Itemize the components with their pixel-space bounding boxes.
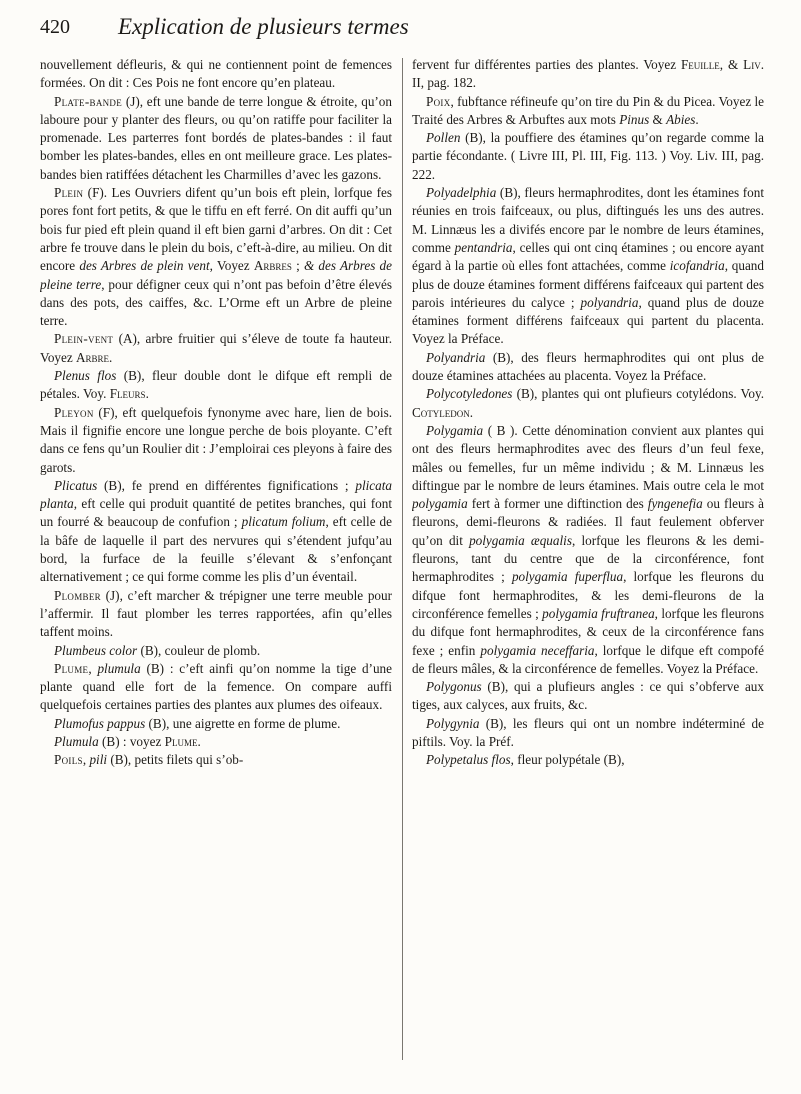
entry-headword: Plein <box>54 185 84 201</box>
dictionary-entry <box>40 477 392 587</box>
latin-term: Plenus flos <box>54 368 117 384</box>
entry-text: (F), eft quelquefois fynonyme avec hare, lien de bois. Mais il fignifie encore une longue perche de bois ployante. C’eft dans ce fens qu’un Roulier dit : J’emploirai ces pleyons à faire des garots. <box>40 404 392 475</box>
entry-text: . <box>145 386 149 402</box>
latin-term: Polyandria <box>426 349 486 365</box>
entry-text: (A), arbre fruitier qui s’éleve de toute fa hauteur. Voyez <box>40 331 392 365</box>
cross-reference: Liv <box>743 57 761 72</box>
entry-text: (B), une aigrette en forme de plume. <box>145 715 341 731</box>
latin-term: icofandria <box>669 258 725 274</box>
latin-term: polygamia æqualis <box>469 532 572 548</box>
latin-term: Polypetalus flos <box>426 752 511 768</box>
cross-reference: Fleurs <box>109 386 146 402</box>
entry-text: , eft celle de la bâfe de laquelle il part des nervures qui s’étendent jufqu’au bord, la furface de la feuille s’élevant & s’enfonçant alternativement ; ce qui forme comme les plis d’un éventail. <box>40 514 392 585</box>
latin-term: des Arbres de plein vent <box>79 258 210 274</box>
entry-text: . <box>109 349 113 365</box>
latin-term: plicata planta <box>40 477 392 512</box>
dictionary-entry <box>412 184 764 349</box>
running-title: Explication de plusieurs termes <box>118 14 409 39</box>
latin-term: Abies <box>666 111 696 127</box>
entry-text: (B), fleur double dont le difque eft rempli de pétales. Voy. <box>40 368 392 402</box>
entry-text: , eft celle qui produit quantité de petites branches, qui font un fourré & beaucoup de confufion ; <box>40 496 392 530</box>
entry-text: (B), fleurs hermaphrodites, dont les étamines font réunies en trois faifceaux, ou plus, diftingués les uns des autres. M. Linnæus les a divifés encore par le nombre de leurs étamines, comme <box>412 185 764 255</box>
entry-text: . <box>197 733 201 749</box>
latin-term: polyandria <box>580 294 639 310</box>
entry-text: , & <box>719 57 744 72</box>
latin-term: Polycotyledones <box>426 386 513 402</box>
latin-term: pili <box>89 752 108 768</box>
entry-text: . II, pag. 182. <box>412 57 764 91</box>
latin-term: Polygynia <box>426 715 480 731</box>
entry-text: . <box>469 404 474 420</box>
entry-text: , celles qui ont cinq étamines ; ou encore ayant égard à la partie où elles font attachées, comme <box>412 239 764 274</box>
right-column <box>412 56 764 1086</box>
dictionary-entry <box>40 184 392 330</box>
dictionary-entry <box>40 587 392 642</box>
entry-text: , lorfque le difque eft compofé de fleurs mâles, & la circonférence de femelles. Voyez la Préface. <box>412 642 764 676</box>
column-divider <box>402 58 403 1060</box>
page-header <box>40 14 780 48</box>
entry-text: (F). Les Ouvriers difent qu’un bois eft plein, lorfque fes pores font fort petits, & que le tiffu en eft ferré. On dit auffi qu’un bois fur pied eft plein quand il eft bien garni d’arbres. On dit : Cet arbre fe trouve dans le plein du bois, c’eft-à-dire, au milieu. On dit encore <box>40 185 392 274</box>
dictionary-entry <box>40 642 392 660</box>
dictionary-entry <box>40 660 392 715</box>
dictionary-entry <box>40 367 392 404</box>
entry-text: (B) : voyez <box>98 733 165 749</box>
latin-term: Plumbeus color <box>54 642 138 658</box>
entry-text: fervent fur différentes parties des plantes. Voyez <box>412 57 681 72</box>
dictionary-entry <box>40 93 392 184</box>
latin-term: Pinus <box>619 111 650 127</box>
left-column <box>40 56 392 1086</box>
entry-text: , quand plus de douze étamines forment différens faifceaux qui partent des parois intérieures du calyce ; <box>412 258 764 310</box>
entry-text: , lorfque les fleurons du difque font hermaphrodites, & ceux de la circonférence fans fexe ; enfin <box>412 605 764 658</box>
cross-reference: Arbres <box>253 258 292 274</box>
cross-reference: Plume <box>164 733 198 749</box>
entry-text: (B), les fleurs qui ont un nombre indéterminé de piftils. Voy. la Préf. <box>412 715 764 749</box>
dictionary-entry <box>412 349 764 386</box>
latin-term: polygamia <box>412 496 468 512</box>
entry-text: ; <box>291 258 304 274</box>
entry-text: , pour défigner ceux qui n’ont pas befoin d’être élevés dans des pots, des caiffes, &c. L’Orme eft un Arbre de pleine terre. <box>40 276 392 329</box>
dictionary-entry <box>40 733 392 751</box>
dictionary-entry <box>40 330 392 367</box>
entry-text: (B), qui a plufieurs angles : ce qui s’obferve aux tiges, aux calyces, aux fruits, &c. <box>412 679 764 713</box>
latin-term: plumula <box>97 660 141 676</box>
dictionary-entry <box>40 751 392 769</box>
entry-text: & <box>649 111 667 127</box>
cross-reference: Cotyledon <box>412 404 470 420</box>
latin-term: Pollen <box>426 130 461 146</box>
dictionary-entry <box>412 56 764 93</box>
entry-text: (B), fe prend en différentes fignifications ; <box>97 477 356 493</box>
dictionary-entry <box>412 385 764 422</box>
latin-term: & des Arbres de pleine terre <box>40 258 392 292</box>
latin-term: Plumofus pappus <box>54 715 146 731</box>
dictionary-entry <box>40 715 392 733</box>
entry-headword: Plein-vent <box>54 331 114 347</box>
entry-text: , Voyez <box>209 258 254 274</box>
entry-headword: Poix <box>426 93 451 109</box>
latin-term: Plicatus <box>54 477 98 493</box>
entry-headword: Plomber <box>54 587 101 603</box>
entry-text: , lorfque les fleurons & les demi-fleurons, tant du centre que de la circonférence, font hermaphrodites ; <box>412 532 764 585</box>
latin-term: Plumula <box>54 733 99 749</box>
entry-text: , <box>88 660 98 676</box>
entry-text: nouvellement défleuris, & qui ne contiennent point de femences formées. On dit : Ces Pois ne font encore qu’en plateau. <box>40 57 392 91</box>
entry-text: , <box>82 752 90 768</box>
latin-term: plicatum folium <box>241 514 326 530</box>
latin-term: fyngenefia <box>647 496 703 512</box>
page-number: 420 <box>40 16 70 38</box>
dictionary-entry <box>40 56 392 93</box>
entry-text: , fubftance réfineufe qu’on tire du Pin & du Picea. Voyez le Traité des Arbres & Arbuftes aux mots <box>412 93 764 127</box>
latin-term: polygamia neceffaria <box>480 642 595 658</box>
entry-text: , lorfque les fleurons du difque font hermaphrodites, & les demi-fleurons de la circonférence femelles ; <box>412 569 764 621</box>
cross-reference: Arbre <box>76 349 110 365</box>
entry-text: (J), eft une bande de terre longue & étroite, qu’on laboure pour y planter des fleurs, ou qu’on ratiffe pour faciliter la promenade. Les parterres font bordés de plates-bandes : il faut bomber les plates-bandes, elles en ont meilleure grace. Les plates-bandes bien ratiffées détachent les Charmilles d’avec les gazons. <box>40 93 392 182</box>
latin-term: pentandria <box>454 239 513 255</box>
entry-text: (J), c’eft marcher & trépigner une terre meuble pour l’affermir. Il faut plomber les terres rapportées, afin qu’elles taffent moins. <box>40 587 392 640</box>
cross-reference: Feuille <box>680 57 720 72</box>
entry-text: (B), plantes qui ont plufieurs cotylédons. Voy. <box>512 386 764 402</box>
entry-text: (B), la pouffiere des étamines qu’on regarde comme la partie fécondante. ( Livre III, Pl. III, Fig. 113. ) Voy. Liv. III, pag. 222. <box>412 130 764 182</box>
dictionary-entry <box>412 715 764 752</box>
entry-text: ou fleurs à fleurons, demi-fleurons & radiées. Il faut feulement obferver qu’on dit <box>412 496 764 548</box>
dictionary-entry <box>412 129 764 184</box>
latin-term: Polygonus <box>426 679 482 695</box>
entry-text: fert à former une diftinction des <box>467 496 648 512</box>
dictionary-entry <box>412 751 764 769</box>
dictionary-entry <box>412 678 764 715</box>
latin-term: polygamia fruftranea <box>542 605 655 621</box>
entry-text: ( B ). Cette dénomination convient aux plantes qui ont des fleurs hermaphrodites avec des fleurs d’un feul fexe, mâles ou femelles, fur un même individu ; & M. Linnæus les diftingue par le nombre de leurs étamines. Mais outre cela le mot <box>412 422 764 493</box>
entry-text: (B) : c’eft ainfi qu’on nomme la tige d’une plante quand elle fort de la femence. On compare auffi quelquefois certaines parties des plantes aux plumes des oifeaux. <box>40 660 392 713</box>
entry-headword: Plate-bande <box>54 93 123 109</box>
latin-term: polygamia fuperflua <box>511 569 624 585</box>
entry-text: (B), petits filets qui s’ob- <box>107 752 244 768</box>
entry-headword: Pleyon <box>54 404 94 420</box>
dictionary-entry <box>412 93 764 130</box>
latin-term: Polyadelphia <box>426 185 497 201</box>
latin-term: Polygamia <box>426 422 484 438</box>
dictionary-entry <box>40 404 392 477</box>
entry-text: , quand plus de douze étamines forment différens faifceaux qui partent du placenta. Voyez la Préface. <box>412 294 764 347</box>
dictionary-entry <box>412 422 764 678</box>
entry-text: (B), des fleurs hermaphrodites qui ont plus de douze étamines attachées au placenta. Voyez la Préface. <box>412 349 764 384</box>
entry-headword: Poils <box>54 752 83 768</box>
entry-text: . <box>695 111 699 127</box>
entry-text: , fleur polypétale (B), <box>510 752 625 768</box>
entry-headword: Plume <box>54 660 89 676</box>
entry-text: (B), couleur de plomb. <box>137 642 261 658</box>
